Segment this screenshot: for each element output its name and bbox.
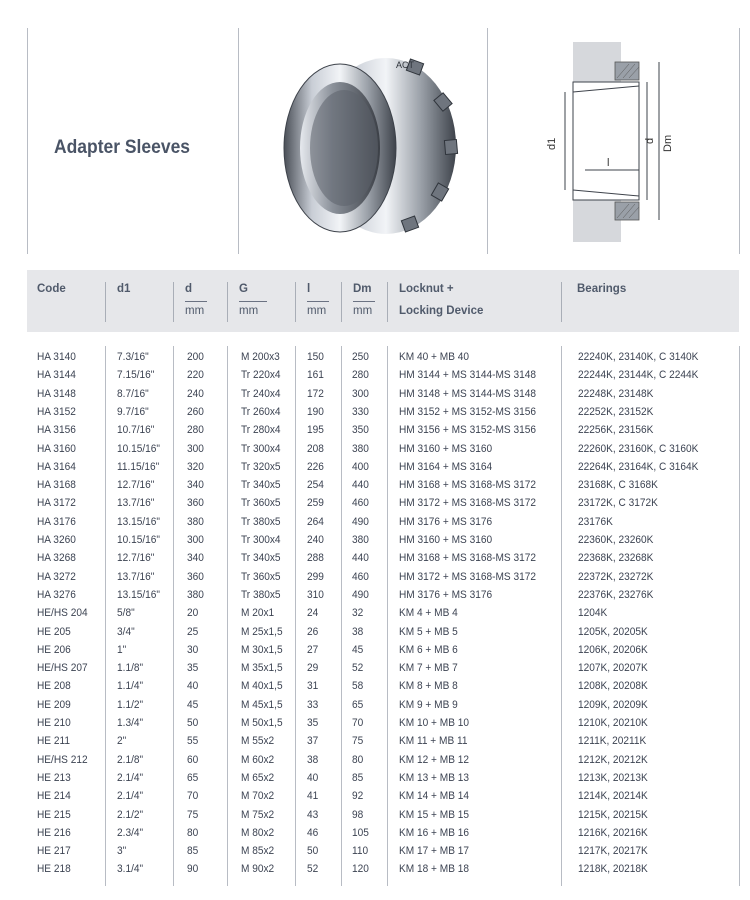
cell-g: M 200x3: [241, 351, 280, 363]
label-Dm: Dm: [662, 134, 674, 152]
cell-bearings: 22256K, 23156K: [578, 424, 654, 437]
cell-l: 150: [307, 351, 324, 363]
cell-code: HE 217: [37, 845, 71, 858]
cell-bearings: 1213K, 20213K: [578, 771, 648, 784]
cell-l: 50: [307, 845, 319, 858]
cell-code: HA 3164: [37, 460, 76, 473]
cell-dm: 330: [352, 405, 369, 418]
cell-locknut: KM 15 + MB 15: [399, 808, 470, 821]
cell-d: 25: [187, 625, 199, 638]
cell-g: Tr 220x4: [241, 369, 281, 382]
cell-g: M 40x1,5: [241, 680, 283, 693]
header-divider-left: [27, 28, 28, 254]
cell-d: 200: [187, 351, 204, 363]
table-header: [27, 270, 739, 332]
cell-dm: 85: [352, 771, 364, 784]
cell-dm: 92: [352, 790, 364, 803]
table-row: [0, 843, 750, 861]
cell-locknut: KM 14 + MB 14: [399, 790, 470, 803]
cell-bearings: 1208K, 20208K: [578, 680, 648, 693]
header-separator: [105, 282, 106, 322]
sleeve-cross-section-drawing: [535, 40, 695, 245]
cell-locknut: HM 3148 + MS 3144-MS 3148: [399, 387, 536, 400]
cell-g: M 45x1,5: [241, 698, 283, 711]
cell-d: 360: [187, 497, 204, 510]
cell-d: 60: [187, 753, 199, 766]
col-header-locknut: Locknut + Locking Device: [399, 283, 484, 317]
label-d1: d1: [546, 137, 558, 150]
cell-d1: 10.7/16": [117, 424, 155, 437]
cell-d: 45: [187, 698, 199, 711]
cell-d1: 2.1/2": [117, 808, 144, 821]
cell-l: 172: [307, 387, 324, 400]
col-header-l: l mm: [297, 270, 341, 332]
cell-dm: 300: [352, 387, 369, 400]
cell-l: 24: [307, 607, 319, 620]
cell-code: HE 214: [37, 790, 71, 803]
cell-d: 320: [187, 460, 204, 473]
cell-d: 85: [187, 845, 199, 858]
cell-d: 380: [187, 515, 204, 528]
cell-locknut: HM 3144 + MS 3144-MS 3148: [399, 369, 536, 382]
cell-d1: 1.1/8": [117, 662, 144, 675]
table-row: [0, 532, 750, 550]
cell-dm: 65: [352, 698, 364, 711]
cell-code: HA 3144: [37, 369, 76, 382]
cell-d: 90: [187, 863, 199, 876]
cell-dm: 52: [352, 662, 364, 675]
cell-dm: 380: [352, 442, 369, 455]
cell-l: 254: [307, 479, 324, 492]
cell-d1: 3.1/4": [117, 863, 144, 876]
cell-locknut: KM 4 + MB 4: [399, 607, 458, 620]
cell-locknut: KM 18 + MB 18: [399, 863, 470, 876]
cell-l: 40: [307, 771, 319, 784]
cell-d: 340: [187, 479, 204, 492]
cell-code: HA 3272: [37, 570, 76, 583]
cell-bearings: 1217K, 20217K: [578, 845, 648, 858]
cell-locknut: KM 13 + MB 13: [399, 771, 470, 784]
header-separator: [341, 282, 342, 322]
cell-g: M 35x1,5: [241, 662, 283, 675]
table-row: [0, 678, 750, 696]
cell-d1: 2.1/4": [117, 771, 144, 784]
cell-code: HE 206: [37, 643, 71, 656]
cell-code: HE/HS 212: [37, 753, 88, 766]
cell-d1: 7.15/16": [117, 369, 155, 382]
cell-bearings: 1214K, 20214K: [578, 790, 648, 803]
cell-locknut: HM 3160 + MS 3160: [399, 442, 493, 455]
table-row: [0, 715, 750, 733]
cell-g: M 30x1,5: [241, 643, 283, 656]
label-l: l: [607, 157, 610, 169]
cell-d: 280: [187, 424, 204, 437]
cell-dm: 400: [352, 460, 369, 473]
cell-code: HE 216: [37, 826, 71, 839]
cell-g: M 20x1: [241, 607, 275, 620]
header-separator: [227, 282, 228, 322]
cell-g: Tr 340x5: [241, 479, 281, 492]
cell-code: HE 213: [37, 771, 71, 784]
cell-g: Tr 240x4: [241, 387, 281, 400]
cell-locknut: HM 3176 + MS 3176: [399, 588, 493, 601]
cell-d1: 8.7/16": [117, 387, 149, 400]
cell-d: 50: [187, 717, 199, 729]
header-underline: [185, 301, 207, 302]
cell-g: M 50x1,5: [241, 717, 283, 729]
table-row: [0, 788, 750, 806]
cell-d1: 13.15/16": [117, 515, 160, 528]
col-header-d: d mm: [175, 270, 227, 332]
table-row: [0, 624, 750, 642]
cell-d1: 1.1/2": [117, 698, 144, 711]
cell-g: M 80x2: [241, 826, 275, 839]
cell-bearings: 1218K, 20218K: [578, 863, 648, 876]
table-row: [0, 422, 750, 440]
cell-code: HA 3276: [37, 588, 76, 601]
cell-bearings: 22368K, 23268K: [578, 552, 654, 565]
cell-l: 190: [307, 405, 324, 418]
header-separator: [561, 282, 562, 322]
header-underline: [239, 301, 267, 302]
cell-bearings: 1207K, 20207K: [578, 662, 648, 675]
label-d: d: [644, 137, 656, 144]
table-row: [0, 697, 750, 715]
cell-bearings: 1210K, 20210K: [578, 717, 648, 729]
cell-code: HE 218: [37, 863, 71, 876]
cell-dm: 38: [352, 625, 364, 638]
cell-d1: 2.3/4": [117, 826, 144, 839]
cell-l: 43: [307, 808, 319, 821]
cell-locknut: HM 3160 + MS 3160: [399, 534, 493, 546]
table-row: [0, 587, 750, 605]
cell-dm: 98: [352, 808, 364, 821]
cell-dm: 58: [352, 680, 364, 693]
cell-l: 29: [307, 662, 319, 675]
cell-dm: 105: [352, 826, 369, 839]
cell-l: 195: [307, 424, 324, 437]
cell-code: HA 3268: [37, 552, 76, 565]
cell-locknut: HM 3152 + MS 3152-MS 3156: [399, 405, 536, 418]
cell-locknut: KM 17 + MB 17: [399, 845, 470, 858]
cell-dm: 460: [352, 570, 369, 583]
cell-dm: 490: [352, 588, 369, 601]
table-row: [0, 660, 750, 678]
cell-l: 288: [307, 552, 324, 565]
cell-code: HA 3168: [37, 479, 76, 492]
cell-d1: 10.15/16": [117, 442, 160, 455]
table-row: [0, 441, 750, 459]
col-header-code: Code: [37, 283, 66, 295]
cell-l: 52: [307, 863, 319, 876]
cell-code: HE 208: [37, 680, 71, 693]
cell-dm: 250: [352, 351, 369, 363]
cell-code: HE 215: [37, 808, 71, 821]
table-row: [0, 367, 750, 385]
table-row: [0, 495, 750, 513]
cell-g: M 85x2: [241, 845, 275, 858]
table-row: [0, 605, 750, 623]
cell-g: Tr 380x5: [241, 588, 281, 601]
cell-g: Tr 300x4: [241, 534, 281, 546]
table-row: [0, 404, 750, 422]
table-row: [0, 569, 750, 587]
cell-l: 37: [307, 735, 319, 748]
table-row: [0, 550, 750, 568]
cell-bearings: 1204K: [578, 607, 608, 620]
cell-bearings: 22360K, 23260K: [578, 534, 654, 546]
cell-locknut: HM 3168 + MS 3168-MS 3172: [399, 552, 536, 565]
cell-d: 220: [187, 369, 204, 382]
cell-dm: 45: [352, 643, 364, 656]
cell-d1: 3": [117, 845, 127, 858]
cell-l: 299: [307, 570, 324, 583]
table-row: [0, 477, 750, 495]
cell-l: 31: [307, 680, 319, 693]
cell-g: Tr 320x5: [241, 460, 281, 473]
cell-g: Tr 380x5: [241, 515, 281, 528]
cell-l: 161: [307, 369, 324, 382]
cell-d1: 9.7/16": [117, 405, 149, 418]
cell-d: 30: [187, 643, 199, 656]
cell-code: HA 3140: [37, 351, 76, 363]
header-underline: [307, 301, 329, 302]
cell-locknut: HM 3176 + MS 3176: [399, 515, 493, 528]
cell-d: 55: [187, 735, 199, 748]
header-separator: [295, 282, 296, 322]
cell-bearings: 22372K, 23272K: [578, 570, 654, 583]
cell-d1: 13.7/16": [117, 497, 155, 510]
cell-g: M 55x2: [241, 735, 275, 748]
table-row: [0, 514, 750, 532]
cell-code: HA 3152: [37, 405, 76, 418]
page-title: Adapter Sleeves: [54, 137, 191, 158]
cell-bearings: 1205K, 20205K: [578, 625, 648, 638]
cell-bearings: 22264K, 23164K, C 3164K: [578, 460, 699, 473]
cell-dm: 70: [352, 717, 364, 729]
col-header-bearings: Bearings: [577, 283, 627, 295]
cell-dm: 110: [352, 845, 369, 858]
cell-dm: 75: [352, 735, 364, 748]
cell-d1: 2.1/4": [117, 790, 144, 803]
cell-locknut: HM 3172 + MS 3168-MS 3172: [399, 497, 536, 510]
cell-d1: 1": [117, 643, 127, 656]
cell-l: 226: [307, 460, 324, 473]
cell-d1: 5/8": [117, 607, 135, 620]
col-header-dm: Dm mm: [343, 270, 387, 332]
cell-d: 240: [187, 387, 204, 400]
cell-d: 80: [187, 826, 199, 839]
cell-locknut: HM 3164 + MS 3164: [399, 460, 493, 473]
cell-dm: 120: [352, 863, 369, 876]
cell-g: M 75x2: [241, 808, 275, 821]
cell-d1: 11.15/16": [117, 460, 160, 473]
cell-bearings: 22252K, 23152K: [578, 405, 654, 418]
cell-locknut: HM 3168 + MS 3168-MS 3172: [399, 479, 536, 492]
table-row: [0, 825, 750, 843]
cell-code: HA 3160: [37, 442, 76, 455]
cell-bearings: 22260K, 23160K, C 3160K: [578, 442, 699, 455]
cell-locknut: KM 7 + MB 7: [399, 662, 458, 675]
cell-d1: 3/4": [117, 625, 135, 638]
cell-code: HE/HS 207: [37, 662, 88, 675]
cell-d: 70: [187, 790, 199, 803]
cell-locknut: KM 40 + MB 40: [399, 351, 470, 363]
col-header-d1: d1: [117, 283, 131, 295]
cell-g: M 25x1,5: [241, 625, 283, 638]
cell-d1: 13.15/16": [117, 588, 160, 601]
cell-l: 33: [307, 698, 319, 711]
header-underline: [353, 301, 375, 302]
cell-code: HE 205: [37, 625, 71, 638]
cell-code: HA 3260: [37, 534, 76, 546]
cell-bearings: 1211K, 20211K: [578, 735, 647, 748]
cell-bearings: 23168K, C 3168K: [578, 479, 658, 492]
cell-d: 75: [187, 808, 199, 821]
cell-d: 300: [187, 442, 204, 455]
cell-bearings: 1215K, 20215K: [578, 808, 648, 821]
cell-dm: 440: [352, 479, 369, 492]
cell-locknut: KM 16 + MB 16: [399, 826, 470, 839]
cell-code: HA 3172: [37, 497, 76, 510]
cell-l: 310: [307, 588, 324, 601]
cell-d1: 13.7/16": [117, 570, 155, 583]
table-row: [0, 733, 750, 751]
cell-l: 46: [307, 826, 319, 839]
cell-code: HA 3148: [37, 387, 76, 400]
cell-code: HE 210: [37, 717, 71, 729]
cell-l: 35: [307, 717, 319, 729]
cell-locknut: KM 9 + MB 9: [399, 698, 458, 711]
photo-engraving: ACT: [396, 60, 414, 70]
cell-dm: 280: [352, 369, 369, 382]
cell-locknut: KM 11 + MB 11: [399, 735, 468, 748]
cell-g: M 65x2: [241, 771, 275, 784]
cell-d1: 10.15/16": [117, 534, 160, 546]
cell-bearings: 1206K, 20206K: [578, 643, 648, 656]
table-row: [0, 459, 750, 477]
cell-g: Tr 360x5: [241, 497, 281, 510]
cell-l: 26: [307, 625, 319, 638]
cell-l: 208: [307, 442, 324, 455]
table-row: [0, 807, 750, 825]
cell-d: 380: [187, 588, 204, 601]
cell-locknut: HM 3156 + MS 3152-MS 3156: [399, 424, 536, 437]
cell-d1: 7.3/16": [117, 351, 149, 363]
cell-dm: 80: [352, 753, 364, 766]
cell-bearings: 23172K, C 3172K: [578, 497, 658, 510]
table-row: [0, 861, 750, 879]
cell-locknut: KM 12 + MB 12: [399, 753, 470, 766]
cell-locknut: KM 10 + MB 10: [399, 717, 470, 729]
cell-code: HA 3176: [37, 515, 76, 528]
cell-g: Tr 300x4: [241, 442, 281, 455]
cell-dm: 440: [352, 552, 369, 565]
header-separator: [173, 282, 174, 322]
cell-dm: 380: [352, 534, 369, 546]
header-divider-mid2: [487, 28, 488, 254]
table-row: [0, 386, 750, 404]
cell-g: Tr 360x5: [241, 570, 281, 583]
cell-dm: 32: [352, 607, 364, 620]
table-row: [0, 642, 750, 660]
cell-bearings: 1209K, 20209K: [578, 698, 648, 711]
cell-code: HE 211: [37, 735, 71, 748]
header-divider-right: [739, 28, 740, 254]
cell-dm: 460: [352, 497, 369, 510]
cell-d: 20: [187, 607, 199, 620]
cell-d1: 2": [117, 735, 127, 748]
cell-l: 27: [307, 643, 319, 656]
cell-d1: 12.7/16": [117, 552, 155, 565]
cell-locknut: KM 6 + MB 6: [399, 643, 458, 656]
cell-d1: 12.7/16": [117, 479, 155, 492]
cell-d1: 1.1/4": [117, 680, 144, 693]
cell-bearings: 1212K, 20212K: [578, 753, 648, 766]
cell-d: 300: [187, 534, 204, 546]
cell-g: M 60x2: [241, 753, 275, 766]
table-row: [0, 349, 750, 367]
cell-code: HE/HS 204: [37, 607, 88, 620]
cell-d1: 2.1/8": [117, 753, 144, 766]
cell-dm: 490: [352, 515, 369, 528]
cell-g: Tr 340x5: [241, 552, 281, 565]
cell-l: 38: [307, 753, 319, 766]
cell-d1: 1.3/4": [117, 717, 144, 729]
cell-locknut: KM 5 + MB 5: [399, 625, 458, 638]
header-divider-mid1: [238, 28, 239, 254]
cell-g: M 90x2: [241, 863, 275, 876]
cell-bearings: 23176K: [578, 515, 613, 528]
table-row: [0, 752, 750, 770]
cell-d: 35: [187, 662, 199, 675]
cell-dm: 350: [352, 424, 369, 437]
cell-l: 259: [307, 497, 324, 510]
cell-l: 240: [307, 534, 324, 546]
cell-locknut: KM 8 + MB 8: [399, 680, 458, 693]
cell-d: 360: [187, 570, 204, 583]
cell-bearings: 22240K, 23140K, C 3140K: [578, 351, 699, 363]
cell-g: Tr 280x4: [241, 424, 281, 437]
adapter-sleeve-photo: [268, 36, 464, 242]
cell-bearings: 22248K, 23148K: [578, 387, 654, 400]
cell-d: 260: [187, 405, 204, 418]
col-header-g: G mm: [229, 270, 295, 332]
table-row: [0, 770, 750, 788]
cell-code: HE 209: [37, 698, 71, 711]
cell-d: 340: [187, 552, 204, 565]
cell-g: M 70x2: [241, 790, 275, 803]
cell-l: 264: [307, 515, 324, 528]
cell-code: HA 3156: [37, 424, 76, 437]
cell-bearings: 22376K, 23276K: [578, 588, 654, 601]
cell-l: 41: [307, 790, 319, 803]
cell-locknut: HM 3172 + MS 3168-MS 3172: [399, 570, 536, 583]
header-separator: [387, 282, 388, 322]
cell-bearings: 22244K, 23144K, C 2244K: [578, 369, 699, 382]
cell-d: 65: [187, 771, 199, 784]
cell-g: Tr 260x4: [241, 405, 281, 418]
cell-d: 40: [187, 680, 199, 693]
cell-bearings: 1216K, 20216K: [578, 826, 648, 839]
